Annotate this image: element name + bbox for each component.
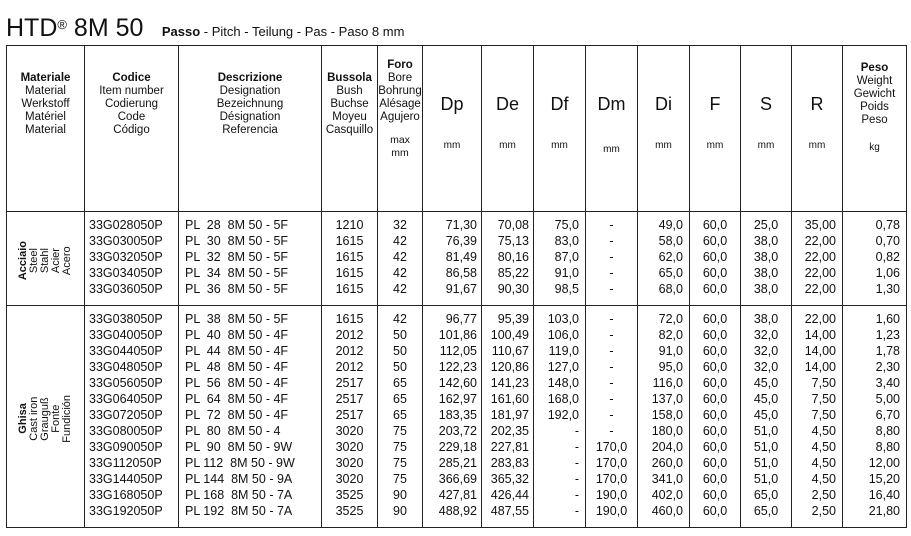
header-dm: Dm mm <box>586 46 638 212</box>
bore: 90 <box>378 487 423 503</box>
description: PL 44 8M 50 - 4F <box>179 343 322 359</box>
di-value: 204,0 <box>638 439 690 455</box>
bore: 75 <box>378 439 423 455</box>
weight-value: 6,70 <box>843 407 907 423</box>
f-value: 60,0 <box>690 343 741 359</box>
description: PL 192 8M 50 - 7A <box>179 503 322 528</box>
df-value: 91,0 <box>534 265 586 281</box>
s-value: 51,0 <box>741 471 792 487</box>
f-value: 60,0 <box>690 375 741 391</box>
item-code: 33G080050P <box>85 423 179 439</box>
dp-value: 112,05 <box>423 343 482 359</box>
r-value: 22,00 <box>792 233 843 249</box>
dp-value: 76,39 <box>423 233 482 249</box>
df-value: 168,0 <box>534 391 586 407</box>
table-row <box>7 407 907 423</box>
bush: 2012 <box>322 327 378 343</box>
r-value: 22,00 <box>792 265 843 281</box>
table-row <box>7 281 907 306</box>
bush: 1615 <box>322 249 378 265</box>
description: PL 32 8M 50 - 5F <box>179 249 322 265</box>
dp-value: 285,21 <box>423 455 482 471</box>
item-code: 33G112050P <box>85 455 179 471</box>
material-cell <box>7 306 85 528</box>
bore: 90 <box>378 503 423 528</box>
item-code: 33G192050P <box>85 503 179 528</box>
di-value: 137,0 <box>638 391 690 407</box>
r-value: 4,50 <box>792 471 843 487</box>
df-value: 192,0 <box>534 407 586 423</box>
title-main: HTD <box>6 14 58 42</box>
table-row <box>7 265 907 281</box>
bush: 1615 <box>322 281 378 306</box>
description: PL 168 8M 50 - 7A <box>179 487 322 503</box>
description: PL 28 8M 50 - 5F <box>179 212 322 234</box>
r-value: 22,00 <box>792 306 843 328</box>
r-value: 14,00 <box>792 343 843 359</box>
de-value: 120,86 <box>482 359 534 375</box>
description: PL 112 8M 50 - 9W <box>179 455 322 471</box>
df-value: 75,0 <box>534 212 586 234</box>
weight-value: 0,78 <box>843 212 907 234</box>
r-value: 35,00 <box>792 212 843 234</box>
s-value: 65,0 <box>741 487 792 503</box>
description: PL 30 8M 50 - 5F <box>179 233 322 249</box>
de-value: 75,13 <box>482 233 534 249</box>
di-value: 341,0 <box>638 471 690 487</box>
f-value: 60,0 <box>690 455 741 471</box>
dp-value: 488,92 <box>423 503 482 528</box>
weight-value: 0,70 <box>843 233 907 249</box>
weight-value: 21,80 <box>843 503 907 528</box>
bush: 1615 <box>322 306 378 328</box>
s-value: 32,0 <box>741 343 792 359</box>
header-row <box>7 46 907 212</box>
bush: 3020 <box>322 455 378 471</box>
dp-value: 96,77 <box>423 306 482 328</box>
r-value: 14,00 <box>792 327 843 343</box>
item-code: 33G040050P <box>85 327 179 343</box>
header-de: De mm <box>482 46 534 212</box>
df-value: - <box>534 471 586 487</box>
item-code: 33G048050P <box>85 359 179 375</box>
f-value: 60,0 <box>690 233 741 249</box>
weight-value: 12,00 <box>843 455 907 471</box>
table-row <box>7 233 907 249</box>
de-value: 161,60 <box>482 391 534 407</box>
dm-value: 170,0 <box>586 471 638 487</box>
table-row <box>7 212 907 234</box>
de-value: 85,22 <box>482 265 534 281</box>
table-row <box>7 439 907 455</box>
item-code: 33G072050P <box>85 407 179 423</box>
di-value: 91,0 <box>638 343 690 359</box>
f-value: 60,0 <box>690 471 741 487</box>
dp-value: 142,60 <box>423 375 482 391</box>
s-value: 51,0 <box>741 423 792 439</box>
f-value: 60,0 <box>690 407 741 423</box>
header-peso: Peso Weight Gewicht Poids Peso kg <box>843 46 907 212</box>
f-value: 60,0 <box>690 249 741 265</box>
di-value: 58,0 <box>638 233 690 249</box>
weight-value: 1,30 <box>843 281 907 306</box>
s-value: 51,0 <box>741 439 792 455</box>
bush: 3020 <box>322 439 378 455</box>
description: PL 64 8M 50 - 4F <box>179 391 322 407</box>
item-code: 33G036050P <box>85 281 179 306</box>
item-code: 33G038050P <box>85 306 179 328</box>
table-row <box>7 375 907 391</box>
di-value: 95,0 <box>638 359 690 375</box>
dm-value: - <box>586 359 638 375</box>
r-value: 2,50 <box>792 487 843 503</box>
pitch-label: Passo <box>161 24 201 39</box>
weight-value: 15,20 <box>843 471 907 487</box>
pitch-text: - Pitch - Teilung - Pas - Paso 8 mm <box>200 24 405 39</box>
dm-value: - <box>586 375 638 391</box>
s-value: 38,0 <box>741 306 792 328</box>
de-value: 487,55 <box>482 503 534 528</box>
s-value: 65,0 <box>741 503 792 528</box>
title-pitch <box>162 24 405 39</box>
title-model: 8M 50 <box>66 14 144 42</box>
s-value: 38,0 <box>741 233 792 249</box>
de-value: 202,35 <box>482 423 534 439</box>
f-value: 60,0 <box>690 487 741 503</box>
dm-value: - <box>586 281 638 306</box>
di-value: 158,0 <box>638 407 690 423</box>
dp-value: 427,81 <box>423 487 482 503</box>
dp-value: 366,69 <box>423 471 482 487</box>
de-value: 181,97 <box>482 407 534 423</box>
bore: 75 <box>378 423 423 439</box>
r-value: 4,50 <box>792 423 843 439</box>
table-row <box>7 306 907 328</box>
description: PL 72 8M 50 - 4F <box>179 407 322 423</box>
description: PL 80 8M 50 - 4 <box>179 423 322 439</box>
dp-value: 183,35 <box>423 407 482 423</box>
df-value: 148,0 <box>534 375 586 391</box>
bush: 2517 <box>322 375 378 391</box>
bore: 75 <box>378 455 423 471</box>
r-value: 7,50 <box>792 391 843 407</box>
s-value: 32,0 <box>741 359 792 375</box>
bore: 42 <box>378 249 423 265</box>
df-value: - <box>534 423 586 439</box>
de-value: 90,30 <box>482 281 534 306</box>
bush: 2012 <box>322 359 378 375</box>
s-value: 32,0 <box>741 327 792 343</box>
description: PL 40 8M 50 - 4F <box>179 327 322 343</box>
table-row <box>7 359 907 375</box>
dp-value: 101,86 <box>423 327 482 343</box>
f-value: 60,0 <box>690 212 741 234</box>
description: PL 34 8M 50 - 5F <box>179 265 322 281</box>
item-code: 33G034050P <box>85 265 179 281</box>
di-value: 402,0 <box>638 487 690 503</box>
weight-value: 1,06 <box>843 265 907 281</box>
bush: 1210 <box>322 212 378 234</box>
dp-value: 122,23 <box>423 359 482 375</box>
de-value: 95,39 <box>482 306 534 328</box>
dm-value: - <box>586 423 638 439</box>
header-dp: Dp mm <box>423 46 482 212</box>
de-value: 426,44 <box>482 487 534 503</box>
bore: 50 <box>378 327 423 343</box>
table-row <box>7 503 907 528</box>
dm-value: - <box>586 233 638 249</box>
f-value: 60,0 <box>690 281 741 306</box>
s-value: 38,0 <box>741 265 792 281</box>
di-value: 460,0 <box>638 503 690 528</box>
r-value: 2,50 <box>792 503 843 528</box>
header-f: F mm <box>690 46 741 212</box>
header-s: S mm <box>741 46 792 212</box>
dm-value: 190,0 <box>586 503 638 528</box>
table-row <box>7 487 907 503</box>
bore: 75 <box>378 471 423 487</box>
bore: 42 <box>378 281 423 306</box>
header-foro: Foro Bore Bohrung Alésage Agujero max mm <box>378 46 423 212</box>
description: PL 144 8M 50 - 9A <box>179 471 322 487</box>
bush: 3020 <box>322 423 378 439</box>
dp-value: 71,30 <box>423 212 482 234</box>
bore: 32 <box>378 212 423 234</box>
registered-mark: ® <box>57 17 67 32</box>
item-code: 33G056050P <box>85 375 179 391</box>
description: PL 90 8M 50 - 9W <box>179 439 322 455</box>
dm-value: 190,0 <box>586 487 638 503</box>
bore: 65 <box>378 407 423 423</box>
df-value: 98,5 <box>534 281 586 306</box>
bush: 2012 <box>322 343 378 359</box>
di-value: 82,0 <box>638 327 690 343</box>
r-value: 22,00 <box>792 249 843 265</box>
f-value: 60,0 <box>690 503 741 528</box>
de-value: 70,08 <box>482 212 534 234</box>
header-r: R mm <box>792 46 843 212</box>
description: PL 48 8M 50 - 4F <box>179 359 322 375</box>
di-value: 260,0 <box>638 455 690 471</box>
r-value: 7,50 <box>792 375 843 391</box>
f-value: 60,0 <box>690 439 741 455</box>
dp-value: 81,49 <box>423 249 482 265</box>
dp-value: 229,18 <box>423 439 482 455</box>
dm-value: 170,0 <box>586 439 638 455</box>
weight-value: 8,80 <box>843 423 907 439</box>
table-row <box>7 391 907 407</box>
table-row <box>7 343 907 359</box>
item-code: 33G090050P <box>85 439 179 455</box>
header-df: Df mm <box>534 46 586 212</box>
df-value: 119,0 <box>534 343 586 359</box>
weight-value: 8,80 <box>843 439 907 455</box>
table-row <box>7 327 907 343</box>
dp-value: 203,72 <box>423 423 482 439</box>
di-value: 116,0 <box>638 375 690 391</box>
s-value: 45,0 <box>741 391 792 407</box>
de-value: 100,49 <box>482 327 534 343</box>
f-value: 60,0 <box>690 391 741 407</box>
weight-value: 0,82 <box>843 249 907 265</box>
bush: 3525 <box>322 487 378 503</box>
di-value: 49,0 <box>638 212 690 234</box>
bore: 42 <box>378 233 423 249</box>
bush: 1615 <box>322 233 378 249</box>
bore: 50 <box>378 343 423 359</box>
s-value: 25,0 <box>741 212 792 234</box>
dm-value: - <box>586 391 638 407</box>
dp-value: 86,58 <box>423 265 482 281</box>
dm-value: - <box>586 265 638 281</box>
r-value: 14,00 <box>792 359 843 375</box>
item-code: 33G064050P <box>85 391 179 407</box>
weight-value: 1,78 <box>843 343 907 359</box>
table-row <box>7 423 907 439</box>
bore: 42 <box>378 265 423 281</box>
header-codice: Codice Item number Codierung Code Código <box>85 46 179 212</box>
di-value: 62,0 <box>638 249 690 265</box>
bore: 65 <box>378 375 423 391</box>
description: PL 56 8M 50 - 4F <box>179 375 322 391</box>
bush: 2517 <box>322 391 378 407</box>
de-value: 141,23 <box>482 375 534 391</box>
df-value: - <box>534 503 586 528</box>
r-value: 22,00 <box>792 281 843 306</box>
item-code: 33G168050P <box>85 487 179 503</box>
s-value: 45,0 <box>741 407 792 423</box>
f-value: 60,0 <box>690 327 741 343</box>
header-di: Di mm <box>638 46 690 212</box>
dm-value: 170,0 <box>586 455 638 471</box>
item-code: 33G032050P <box>85 249 179 265</box>
f-value: 60,0 <box>690 423 741 439</box>
dm-value: - <box>586 327 638 343</box>
item-code: 33G028050P <box>85 212 179 234</box>
s-value: 51,0 <box>741 455 792 471</box>
item-code: 33G144050P <box>85 471 179 487</box>
dp-value: 162,97 <box>423 391 482 407</box>
dp-value: 91,67 <box>423 281 482 306</box>
description: PL 36 8M 50 - 5F <box>179 281 322 306</box>
di-value: 68,0 <box>638 281 690 306</box>
f-value: 60,0 <box>690 359 741 375</box>
table-row <box>7 455 907 471</box>
dm-value: - <box>586 407 638 423</box>
weight-value: 2,30 <box>843 359 907 375</box>
header-materiale: Materiale Material Werkstoff Matériel Material <box>7 46 85 212</box>
s-value: 38,0 <box>741 281 792 306</box>
dm-value: - <box>586 212 638 234</box>
header-descrizione: Descrizione Designation Bezeichnung Désignation Referencia <box>179 46 322 212</box>
material-label: Acciaio Steel Stahl Acier Acero <box>17 241 73 281</box>
table-row <box>7 249 907 265</box>
weight-value: 1,60 <box>843 306 907 328</box>
bush: 1615 <box>322 265 378 281</box>
weight-value: 5,00 <box>843 391 907 407</box>
material-cell <box>7 212 85 306</box>
s-value: 45,0 <box>741 375 792 391</box>
header-bussola: Bussola Bush Buchse Moyeu Casquillo <box>322 46 378 212</box>
df-value: 103,0 <box>534 306 586 328</box>
df-value: - <box>534 439 586 455</box>
description: PL 38 8M 50 - 5F <box>179 306 322 328</box>
material-label: Ghisa Cast iron Grauguß Fonte Fundición <box>17 395 73 443</box>
de-value: 80,16 <box>482 249 534 265</box>
de-value: 110,67 <box>482 343 534 359</box>
df-value: - <box>534 487 586 503</box>
r-value: 4,50 <box>792 439 843 455</box>
bore: 65 <box>378 391 423 407</box>
df-value: 83,0 <box>534 233 586 249</box>
df-value: 127,0 <box>534 359 586 375</box>
r-value: 7,50 <box>792 407 843 423</box>
df-value: - <box>534 455 586 471</box>
di-value: 72,0 <box>638 306 690 328</box>
bush: 3525 <box>322 503 378 528</box>
weight-value: 3,40 <box>843 375 907 391</box>
table-row <box>7 471 907 487</box>
item-code: 33G030050P <box>85 233 179 249</box>
df-value: 87,0 <box>534 249 586 265</box>
de-value: 283,83 <box>482 455 534 471</box>
f-value: 60,0 <box>690 265 741 281</box>
bore: 42 <box>378 306 423 328</box>
di-value: 65,0 <box>638 265 690 281</box>
dm-value: - <box>586 306 638 328</box>
bush: 2517 <box>322 407 378 423</box>
f-value: 60,0 <box>690 306 741 328</box>
weight-value: 1,23 <box>843 327 907 343</box>
di-value: 180,0 <box>638 423 690 439</box>
r-value: 4,50 <box>792 455 843 471</box>
dm-value: - <box>586 343 638 359</box>
df-value: 106,0 <box>534 327 586 343</box>
de-value: 365,32 <box>482 471 534 487</box>
bush: 3020 <box>322 471 378 487</box>
bore: 50 <box>378 359 423 375</box>
weight-value: 16,40 <box>843 487 907 503</box>
s-value: 38,0 <box>741 249 792 265</box>
item-code: 33G044050P <box>85 343 179 359</box>
page-title <box>6 14 404 43</box>
pulley-spec-table <box>6 45 907 528</box>
dm-value: - <box>586 249 638 265</box>
de-value: 227,81 <box>482 439 534 455</box>
